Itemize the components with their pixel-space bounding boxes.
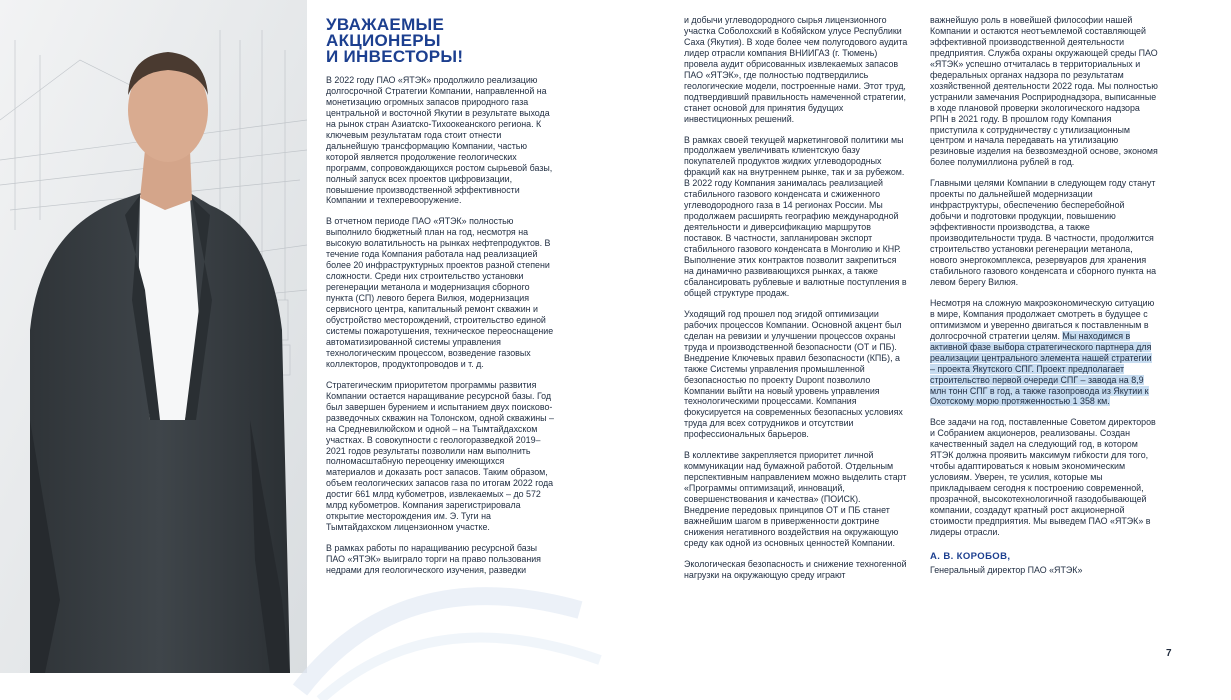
paragraph: Экологическая безопасность и снижение техногенной нагрузки на окружающую среду играют (684, 558, 907, 580)
paragraph: В коллективе закрепляется приоритет личной коммуникации над бумажной работой. Отдельным перспективным направлением можно выделить старт «Программы оптимизаций, инноваций, совершенствования и качества» (ПОИСК). Внедрение передовых принципов ОТ и ПБ станет важнейшим шагом в приверженности доктрине снижения негативного воздействия на окружающую среду как одной из основных ценностей Компании. (684, 450, 907, 548)
paragraph: Стратегическим приоритетом программы развития Компании остается наращивание ресурсной базы. Год был завершен бурением и испытанием двух поисково-разведочных скважин на Толонском, одной скважины – на Средневилюйском и одной – на Тымтайдахском участках. В совокупности с геологоразведкой 2019–2021 годов результаты позволили нам выполнить полномасштабную переоценку имеющихся материалов и доказать рост запасов. Таким образом, объем геологических запасов газа по итогам 2022 года достиг 661 млрд кубометров, извлекаемых – до 572 млрд кубометров. Компания зарегистрировала открытие месторождения им. Э. Туги на Тымтайдахском лицензионном участке. (326, 379, 554, 533)
signature-title: Генеральный директор ПАО «ЯТЭК» (930, 564, 1083, 575)
text-column-1 (326, 0, 554, 586)
paragraph: В рамках своей текущей маркетинговой политики мы продолжаем увеличивать клиентскую базу покупателей продуктов жидких углеводородных фракций как на внутреннем рынке, так и за рубежом. В 2022 году Компания занималась реализацией стабильного газового конденсата и сжиженного углеводородного газа в 14 регионах России. Мы продолжаем расширять географию международной деятельности и диверсификацию маршрутов поставок. В частности, запланирован экспорт стабильного газового конденсата в Монголию и КНР. Выполнение этих контрактов позволит закрепиться на динамично развивающихся рынках, а также сбалансировать рублевые и валютные поступления в общей структуре продаж. (684, 134, 907, 298)
paragraph-with-highlight (930, 298, 1158, 408)
page-number: 7 (1166, 648, 1172, 659)
paragraph-text: Несмотря на сложную макроэкономическую ситуацию в мире, Компания продолжает смотреть в будущее с оптимизмом и уверенно двигаться к поставленным в долгосрочной стратегии целям. (930, 297, 1155, 341)
highlighted-text[interactable]: Мы находимся в активной фазе выбора стратегического партнера для реализации центрального элемента нашей стратегии – проекта Якутского СПГ. Проект предполагает строительство первой очереди СПГ – завода на 8,9 млн тонн СПГ в год, а также газопровода из Якутии к Охотскому морю протяженностью 1 358 км. (930, 330, 1152, 407)
title-line: УВАЖАЕМЫЕ (326, 15, 445, 34)
page-title (326, 17, 554, 65)
page-gutter (307, 0, 311, 673)
signature-name: А. В. КОРОБОВ, (930, 550, 1011, 562)
paragraph: Уходящий год прошел под эгидой оптимизации рабочих процессов Компании. Основной акцент был сделан на ревизии и улучшении процессов охраны труда и производственной безопасности (ОТ и ПБ). Внедрение Ключевых правил безопасности (КПБ), а также Системы управления промышленной безопасностью по проекту Dupont позволило Компании выйти на новый уровень управления технологическими процессами. Компания фокусируется на современных безопасных условиях труда для всех сотрудников и отсутствии профессиональных барьеров. (684, 308, 903, 440)
text-column-3 (930, 15, 1158, 576)
paragraph: В 2022 году ПАО «ЯТЭК» продолжило реализацию долгосрочной Стратегии Компании, направленной на монетизацию огромных запасов природного газа центральной и восточной Якутии в результате выхода на рынок стран Азиатско-Тихоокеанского региона. К ключевым результатам года стоит отнести дальнейшую трансформацию Компании, частью которой является продолжение геологических программ, сопровождающихся ростом сырьевой базы, полный запуск всех проектов цифровизации, повышение производственной эффективности Компании и техперевооружение. (326, 75, 553, 206)
paragraph: и добычи углеводородного сырья лицензионного участка Соболохский в Кобяйском улусе Республики Саха (Якутия). В ходе более чем полугодового аудита лидер отрасли компания ВНИИГАЗ (г. Тюмень) провела аудит обрисованных извлекаемых запасов ПАО «ЯТЭК», где полностью подтвердились геологические модели, построенные нами. Этот труд, подтвердивший правильность намеченной стратегии, станет основой для принятия будущих инвестиционных решений. (684, 15, 908, 124)
executive-portrait-image (0, 0, 307, 673)
paragraph: В рамках работы по наращиванию ресурсной базы ПАО «ЯТЭК» выиграло торги на право пользования недрами для геологического изучения, разведки (326, 543, 541, 576)
text-column-2 (684, 15, 908, 591)
title-line: И ИНВЕСТОРЫ! (326, 47, 464, 66)
paragraph: В отчетном периоде ПАО «ЯТЭК» полностью выполнило бюджетный план на год, несмотря на высокую волатильность на рынках нефтепродуктов. В течение года Компания работала над реализацией более 20 инфраструктурных проектов разной степени сложности. Среди них строительство установки регенерации метанола и модернизация сборного пункта (СП) левого берега Вилюя, модернизация сервисного центра, капитальный ремонт скважин и обустройство месторождений, строительство единой системы пожаротушения, техническое переоснащение автоматизированной системы управления технологическим процессом, возведение газовых коллекторов, продуктопроводов и т. д. (326, 216, 554, 369)
paragraph: важнейшую роль в новейшей философии нашей Компании и остаются неотъемлемой составляющей эффективной производственной деятельности предприятия. Служба охраны окружающей среды ПАО «ЯТЭК» успешно отчиталась в территориальных и федеральных органах надзора по результатам хозяйственной деятельности 2022 года. Мы полностью устранили замечания Росприроднадзора, выписанные в ходе плановой проверки экологического надзора РПН в 2021 году. В прошлом году Компания приступила к сотрудничеству с утилизационным центром и начала передавать на утилизацию резиновые изделия на безвозмездной основе, экономя более полумиллиона рублей в год. (930, 15, 1158, 168)
title-line: АКЦИОНЕРЫ (326, 31, 441, 50)
paragraph: Главными целями Компании в следующем году станут проекты по дальнейшей модернизации инфраструктуры, обеспечению бесперебойной добычи и подготовки продукции, повышению эффективности производства, а также производительности труда. В частности, продолжится строительство установки регенерации метанола, нового энергокомплекса, резервуаров для хранения стабильного газового конденсата и сборного пункта на левом берегу Вилюя. (930, 178, 1157, 287)
paragraph: Все задачи на год, поставленные Советом директоров и Собранием акционеров, реализованы. Создан качественный задел на следующий год, в котором ЯТЭК должна проявить максимум гибкости для того, чтобы адаптироваться к новым экономическим условиям. Уверен, те усилия, которые мы прикладываем сегодня к построению современной, прозрачной, высокотехнологичной газодобывающей компании, создадут кратный рост акционерной стоимости предприятия. Мы выведем ПАО «ЯТЭК» в лидеры отрасли. (930, 417, 1156, 537)
portrait-photo (0, 0, 307, 673)
